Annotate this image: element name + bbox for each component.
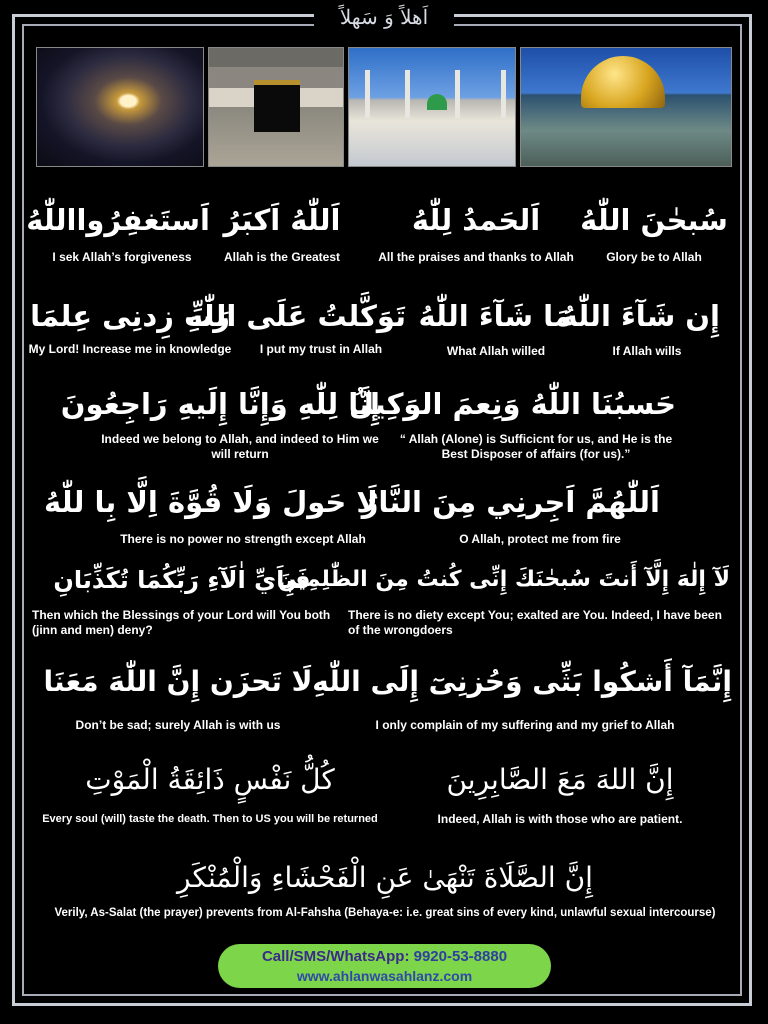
english-text: Verily, As-Salat (the prayer) prevents from Al-Fahsha (Behaya-e: i.e. great sins of every kind, unlawful sexual intercourse)	[54, 907, 716, 919]
phrase-inna-lillahi	[60, 384, 380, 462]
arabic-text: اَستَغفِرُوااللّٰهُ	[26, 203, 210, 237]
photo-dome-of-the-rock	[520, 47, 732, 167]
photo-makkah-aerial	[36, 47, 204, 167]
phrase-la-ilaha-illa-anta	[277, 560, 730, 638]
english-text: If Allah wills	[612, 344, 682, 358]
green-dome-shape	[427, 94, 447, 110]
photo-kaaba	[208, 47, 344, 167]
english-text: “ Allah (Alone) is Sufficicnt for us, and He is the Best Disposer of affairs (for us).”	[399, 432, 673, 461]
english-text: Glory be to Allah	[606, 250, 702, 264]
phrase-fabiayyi-alai	[32, 560, 332, 638]
arabic-text: حَسبُنَا اللّٰهُ وَنِعمَ الوَكِيلُ	[348, 387, 676, 421]
phrase-allahumma-ajirni	[361, 482, 660, 547]
minaret	[365, 70, 370, 118]
arabic-text: لَا تَحزَن إِنَّ اللّٰهَ مَعَنَا	[43, 665, 313, 698]
english-text: I sek Allah’s forgiveness	[52, 250, 192, 264]
arabic-text: اَلحَمدُ لِلّٰهُ	[411, 203, 541, 237]
phrase-la-tahzan	[40, 662, 316, 733]
photo-madinah	[348, 47, 516, 167]
phone-number[interactable]: 9920-53-8880	[413, 948, 508, 965]
arabic-text: لَا حَولَ وَلَا قُوَّةَ اِلَّا بِا للّٰهُ	[44, 485, 378, 519]
phrase-rabbi-zidni-ilma	[28, 296, 232, 357]
english-text: Every soul (will) taste the death. Then to US you will be returned	[42, 813, 378, 825]
english-text: O Allah, protect me from fire	[459, 532, 621, 546]
english-text: Then which the Blessings of your Lord will You both (jinn and men) deny?	[32, 608, 331, 637]
arabic-text: رَبِّ زِدنِى عِلمَا	[30, 299, 230, 333]
arabic-text: مَا شَآءَ اللّٰهُ	[418, 299, 572, 333]
arabic-text: اَللّٰهُمَّ اَجِرنِي مِنَ النَّارُ	[361, 485, 660, 519]
english-text: Indeed we belong to Allah, and indeed to Him we will return	[101, 432, 379, 461]
english-text: Allah is the Greatest	[223, 250, 341, 264]
phrase-tawakkaltu	[186, 296, 406, 357]
minaret	[405, 70, 410, 118]
kaaba-shape	[254, 80, 300, 132]
english-text: I put my trust in Allah	[259, 342, 383, 356]
arabic-text: فَبِاَيِّ اٰلَآءِ رَبِّكُمَا تُكَذِّبَانِ	[53, 566, 311, 594]
english-text: Don’t be sad; surely Allah is with us	[75, 718, 281, 732]
english-text: What Allah willed	[446, 344, 546, 358]
english-text: There is no power no strength except Allah	[120, 532, 366, 546]
arabic-text: اَللّٰهُ اَكبَرُ	[223, 203, 341, 237]
minaret	[455, 70, 460, 118]
english-text: My Lord! Increase me in knowledge	[28, 342, 232, 356]
arabic-text: إِن شَآءَ اللّٰهُ	[560, 299, 720, 333]
phrase-kullu-nafsin	[40, 760, 380, 827]
arabic-text: لَآ إِلٰهَ إِلَّآ أَنتَ سُبحٰنَكَ إِنِّى كُنتُ مِنَ الظّٰلِمِينَ	[277, 567, 730, 592]
phrase-innallaha-maa-sabirin	[410, 760, 710, 827]
english-text: All the praises and thanks to Allah	[378, 250, 574, 264]
arabic-text: سُبحٰنَ اللّٰهُ	[580, 203, 728, 237]
header-title: اَهلاً وَ سَهلاً	[314, 2, 454, 32]
phrase-hasbunallah	[348, 384, 676, 462]
english-text: Indeed, Allah is with those who are patient.	[437, 812, 683, 826]
phrase-inshallah	[560, 296, 720, 359]
arabic-text: إِنَّ الصَّلَاةَ تَنْهَىٰ عَنِ الْفَحْشَاءِ وَالْمُنْكَرِ	[177, 861, 593, 894]
phrase-astaghfirullah	[26, 200, 210, 265]
phrase-allahu-akbar	[212, 200, 352, 265]
english-text: I only complain of my suffering and my grief to Allah	[375, 718, 675, 732]
phrase-innama-ashku	[312, 662, 732, 733]
phrase-innas-salata	[40, 858, 730, 921]
golden-dome-shape	[581, 56, 665, 108]
english-text: There is no diety except You; exalted are You. Indeed, I have been of the wrongdoers	[348, 608, 722, 637]
website-link[interactable]: www.ahlanwasahlanz.com	[296, 968, 473, 984]
arabic-text: إِنَّ اللهَ مَعَ الصَّابِرِينَ	[446, 763, 674, 796]
contact-label: Call/SMS/WhatsApp:	[261, 948, 410, 965]
phrase-la-hawla	[44, 482, 378, 547]
phrase-mashallah	[420, 296, 572, 359]
arabic-text: إِنَّا لِلّٰهِ وَإِنَّا إِلَيهِ رَاجِعُونَ	[60, 387, 380, 421]
arabic-text: إِنَّمَآ أَشكُوا بَثِّى وَحُزنِىٓ إِلَى اللّٰهِ	[312, 665, 732, 698]
contact-badge	[218, 944, 551, 988]
minaret	[501, 70, 506, 118]
phrase-alhamdulillah	[372, 200, 580, 265]
arabic-text: تَوَكَّلتُ عَلَى اللّٰهِ	[186, 299, 406, 333]
arabic-text: كُلُّ نَفْسٍ ذَائِقَةُ الْمَوْتِ	[85, 763, 335, 796]
contact-line	[218, 944, 551, 968]
phrase-glory-be-to-allah	[574, 200, 734, 265]
